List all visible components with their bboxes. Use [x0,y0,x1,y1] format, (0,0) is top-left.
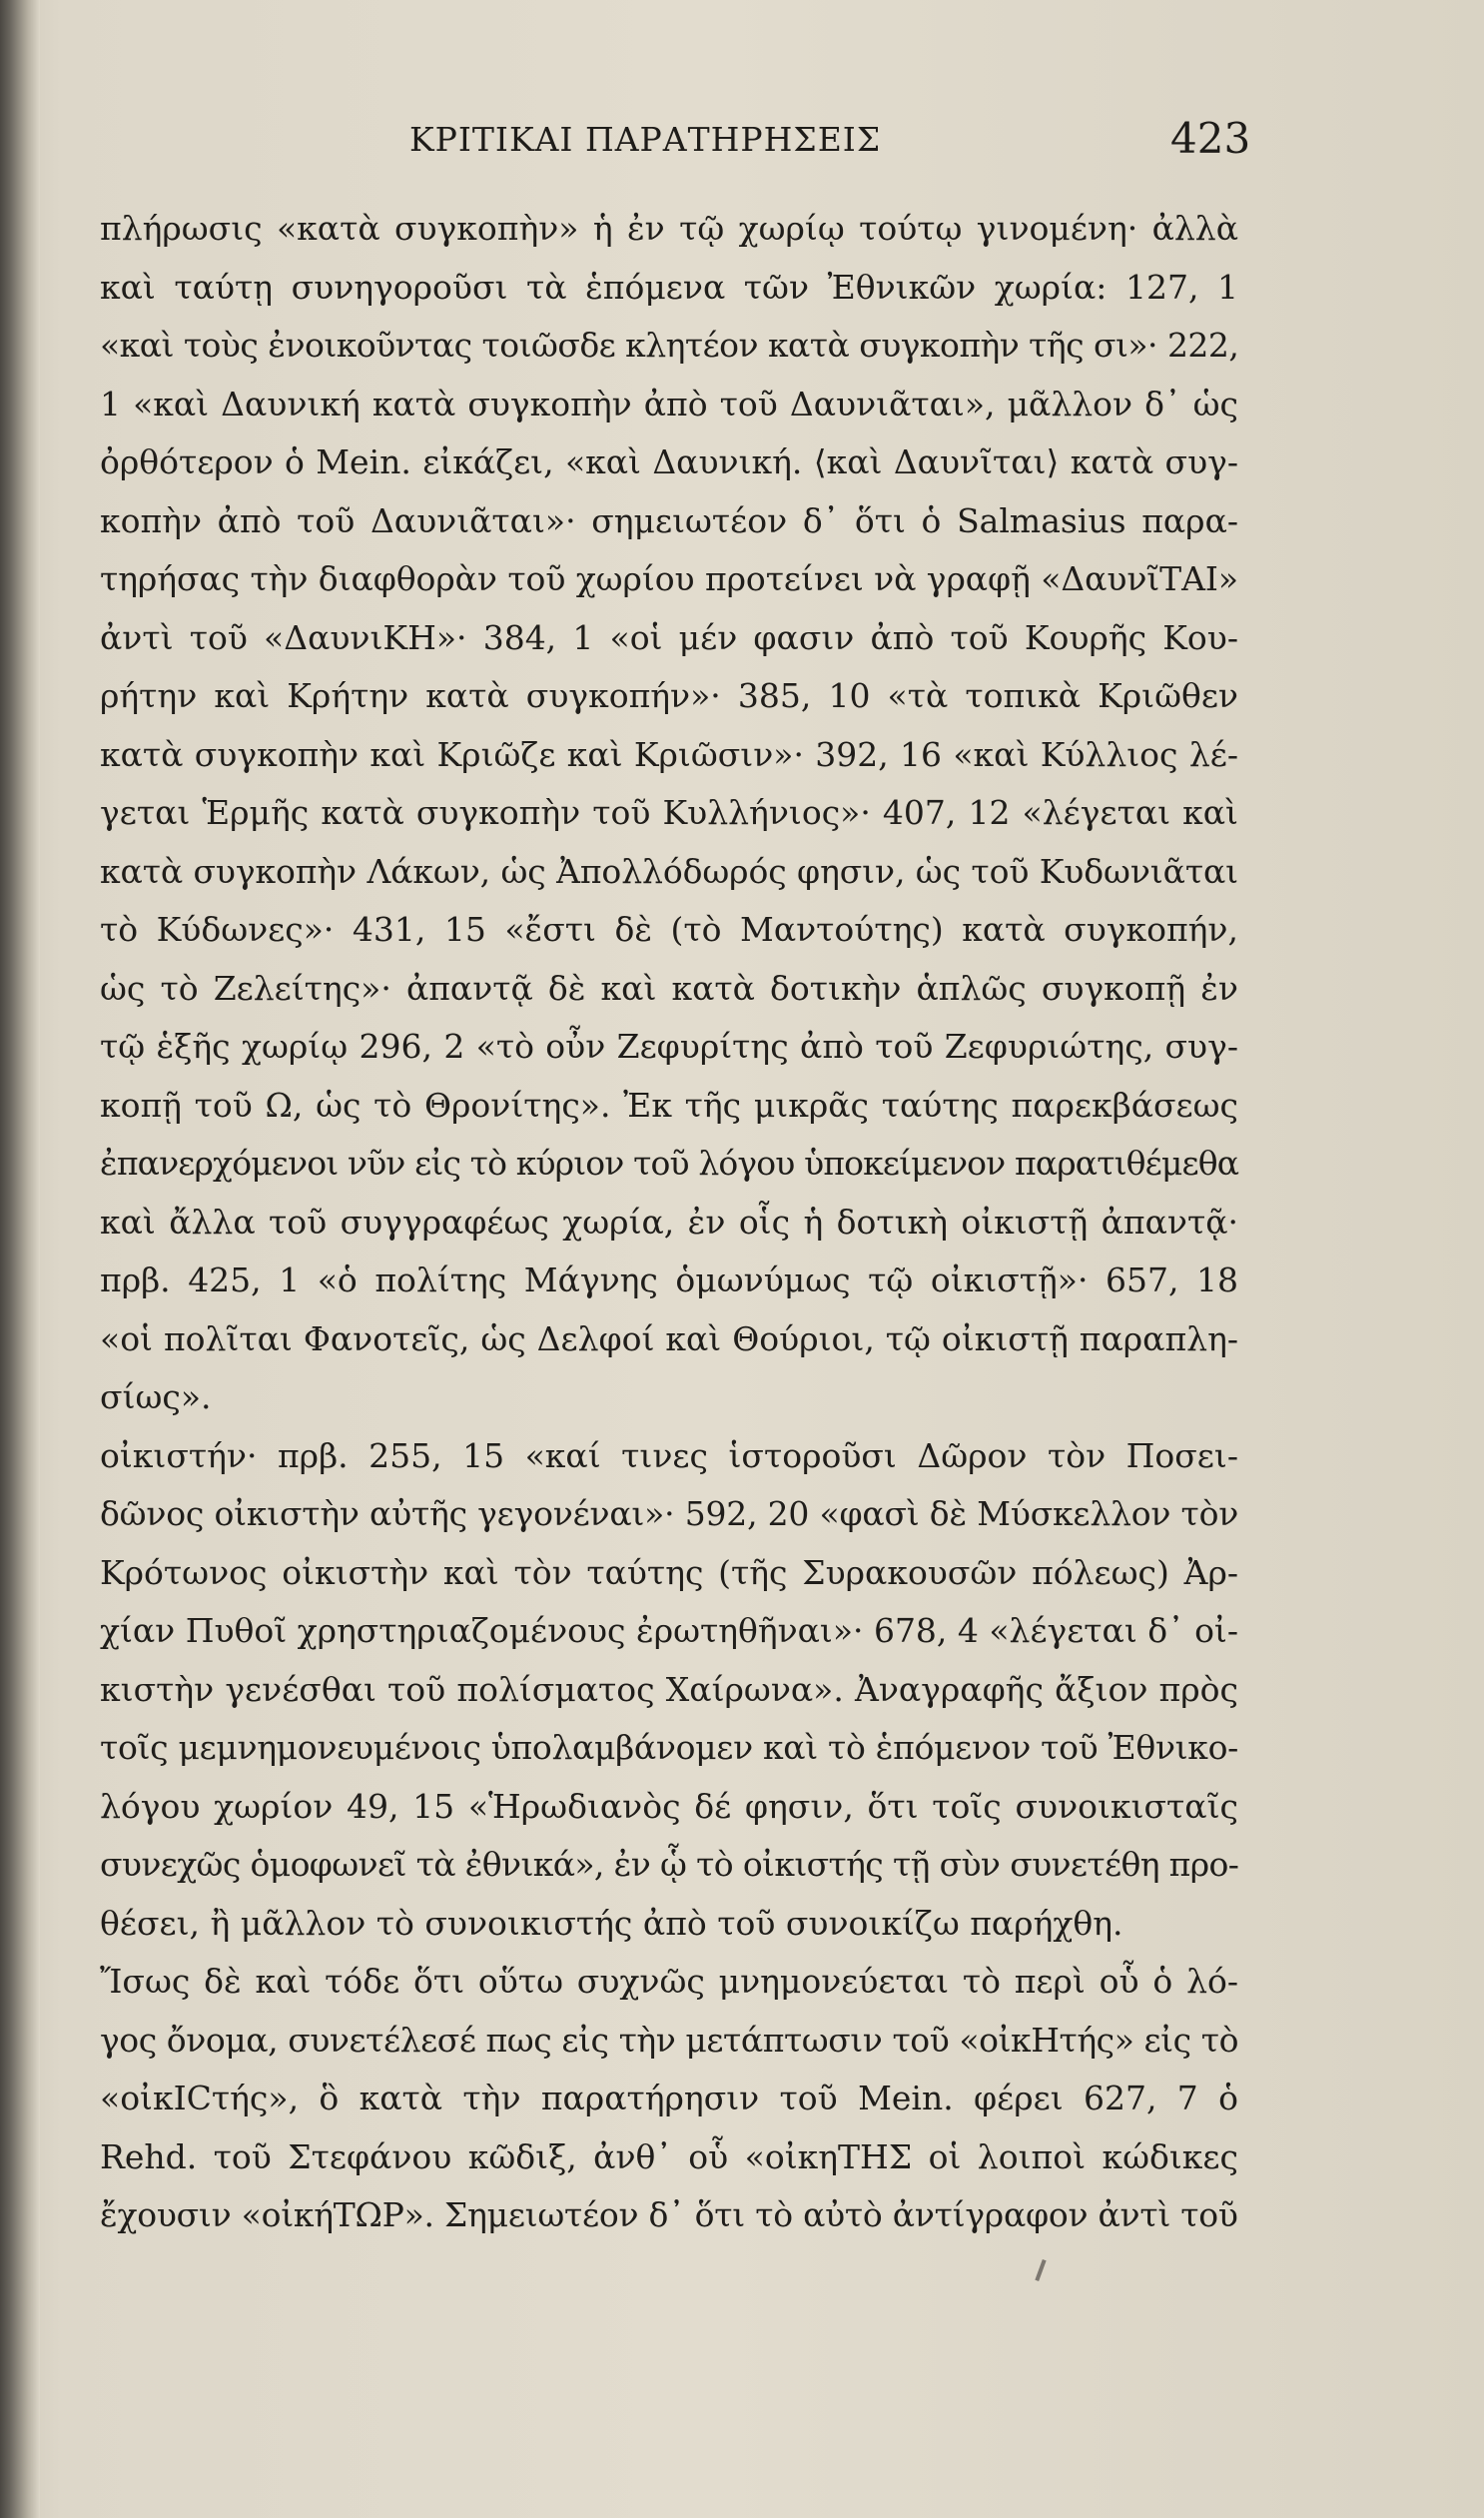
text-line: οἰκιστήν· πρβ. 255, 15 «καί τινες ἱστοροῦσι Δῶρον τὸν Ποσει- [100,1435,1238,1475]
text-line: τὸ Κύδωνες»· 431, 15 «ἔστι δὲ (τὸ Μαντούτης) κατὰ συγκοπήν, [100,910,1238,949]
text-line: λόγου χωρίον 49, 15 «Ἡρωδιανὸς δέ φησιν, ὅτι τοῖς συνοικισταῖς [100,1786,1238,1826]
text-line: «οἱ πολῖται Φανοτεῖς, ὡς Δελφοί καὶ Θούριοι, τῷ οἰκιστῇ παραπλη- [100,1318,1238,1358]
text-line: «οἰκΙCτής», ὃ κατὰ τὴν παρατήρησιν τοῦ Mein. φέρει 627, 7 ὁ [100,2079,1238,2117]
text-line: Rehd. τοῦ Στεφάνου κῶδιξ, ἀνθ᾽ οὗ «οἰκηΤΗΣ οἱ λοιποὶ κώδικες [100,2136,1238,2176]
text-line: γεται Ἑρμῆς κατὰ συγκοπὴν τοῦ Κυλλήνιος»· 407, 12 «λέγεται καὶ [100,793,1238,832]
text-line: πλήρωσις «κατὰ συγκοπὴν» ἡ ἐν τῷ χωρίῳ τούτῳ γινομένη· ἀλλὰ [100,209,1238,248]
text-line: «καὶ τοὺς ἐνοικοῦντας τοιῶσδε κλητέον κατὰ συγκοπὴν τῆς σι»· 222, [100,326,1239,365]
text-line: χίαν Πυθοῖ χρηστηριαζομένους ἐρωτηθῆναι»· 678, 4 «λέγεται δ᾽ οἰ- [100,1611,1238,1650]
ink-mark [1035,2259,1046,2281]
text-line: καὶ ταύτῃ συνηγοροῦσι τὰ ἑπόμενα τῶν Ἐθνικῶν χωρία: 127, 1 [100,267,1238,307]
text-line: γος ὄνομα, συνετέλεσέ πως εἰς τὴν μετάπτωσιν τοῦ «οἰκΗτής» εἰς τὸ [100,2020,1238,2060]
text-line: κατὰ συγκοπὴν καὶ Κριῶζε καὶ Κριῶσιν»· 392, 16 «καὶ Κύλλιος λέ- [100,734,1238,774]
text-line: ἀντὶ τοῦ «ΔαυνιΚΗ»· 384, 1 «οἱ μέν φασιν ἀπὸ τοῦ Κουρῆς Κου- [100,617,1238,657]
text-line: θέσει, ἢ μᾶλλον τὸ συνοικιστής ἀπὸ τοῦ συνοικίζω παρήχθη. [100,1903,1123,1943]
text-line: ἔχουσιν «οἰκήΤΩΡ». Σημειωτέον δ᾽ ὅτι τὸ αὐτὸ ἀντίγραφον ἀντὶ τοῦ [100,2195,1238,2234]
text-line: συνεχῶς ὁμοφωνεῖ τὰ ἐθνικά», ἐν ᾧ τὸ οἰκιστής τῇ σὺν συνετέθη προ- [100,1845,1239,1884]
text-line: ἐπανερχόμενοι νῦν εἰς τὸ κύριον τοῦ λόγου ὑποκείμενον παρατιθέμεθα [100,1144,1239,1183]
text-line: κατὰ συγκοπὴν Λάκων, ὡς Ἀπολλόδωρός φησιν, ὡς τοῦ Κυδωνιᾶται [100,851,1238,891]
text-line: κοπῇ τοῦ Ω, ὡς τὸ Θρονίτης». Ἐκ τῆς μικρᾶς ταύτης παρεκβάσεως [100,1085,1238,1125]
binding-shadow [0,0,40,2518]
text-line: Κρότωνος οἰκιστὴν καὶ τὸν ταύτης (τῆς Συρακουσῶν πόλεως) Ἀρ- [100,1552,1238,1592]
text-line: τῷ ἑξῆς χωρίῳ 296, 2 «τὸ οὖν Ζεφυρίτης ἀπὸ τοῦ Ζεφυριώτης, συγ- [100,1027,1238,1066]
text-line: ὀρθότερον ὁ Mein. εἰκάζει, «καὶ Δαυνική. ⟨καὶ Δαυνῖται⟩ κατὰ συγ- [100,442,1238,481]
page-number: 423 [1170,114,1251,163]
text-line: ρήτην καὶ Κρήτην κατὰ συγκοπήν»· 385, 10 «τὰ τοπικὰ Κριῶθεν [100,676,1238,715]
text-line: καὶ ἄλλα τοῦ συγγραφέως χωρία, ἐν οἷς ἡ δοτικὴ οἰκιστῇ ἀπαντᾷ· [100,1202,1238,1242]
text-line: πρβ. 425, 1 «ὁ πολίτης Μάγνης ὁμωνύμως τῷ οἰκιστῇ»· 657, 18 [100,1260,1238,1299]
text-line: Ἴσως δὲ καὶ τόδε ὅτι οὕτω συχνῶς μνημονεύεται τὸ περὶ οὗ ὁ λό- [100,1962,1238,2001]
text-line: δῶνος οἰκιστὴν αὐτῆς γεγονέναι»· 592, 20 «φασὶ δὲ Μύσκελλον τὸν [100,1494,1239,1533]
text-line: κιστὴν γενέσθαι τοῦ πολίσματος Χαίρωνα». Ἀναγραφῆς ἄξιον πρὸς [100,1669,1238,1709]
text-line: τηρήσας τὴν διαφθορὰν τοῦ χωρίου προτείνει νὰ γραφῇ «ΔαυνῖΤΑΙ» [100,559,1238,598]
text-line: 1 «καὶ Δαυνική κατὰ συγκοπὴν ἀπὸ τοῦ Δαυνιᾶται», μᾶλλον δ᾽ ὡς [100,384,1238,423]
body-text [100,200,1238,2245]
running-head: ΚΡΙΤΙΚΑΙ ΠΑΡΑΤΗΡΗΣΕΙΣ [409,120,882,159]
text-line: ὡς τὸ Ζελείτης»· ἀπαντᾷ δὲ καὶ κατὰ δοτικὴν ἁπλῶς συγκοπῇ ἐν [100,968,1238,1008]
text-line: σίως». [100,1377,212,1416]
page-header [0,114,1484,180]
text-line: τοῖς μεμνημονευμένοις ὑπολαμβάνομεν καὶ τὸ ἑπόμενον τοῦ Ἐθνικο- [100,1728,1238,1767]
text-line: κοπὴν ἀπὸ τοῦ Δαυνιᾶται»· σημειωτέον δ᾽ ὅτι ὁ Salmasius παρα- [100,500,1238,540]
